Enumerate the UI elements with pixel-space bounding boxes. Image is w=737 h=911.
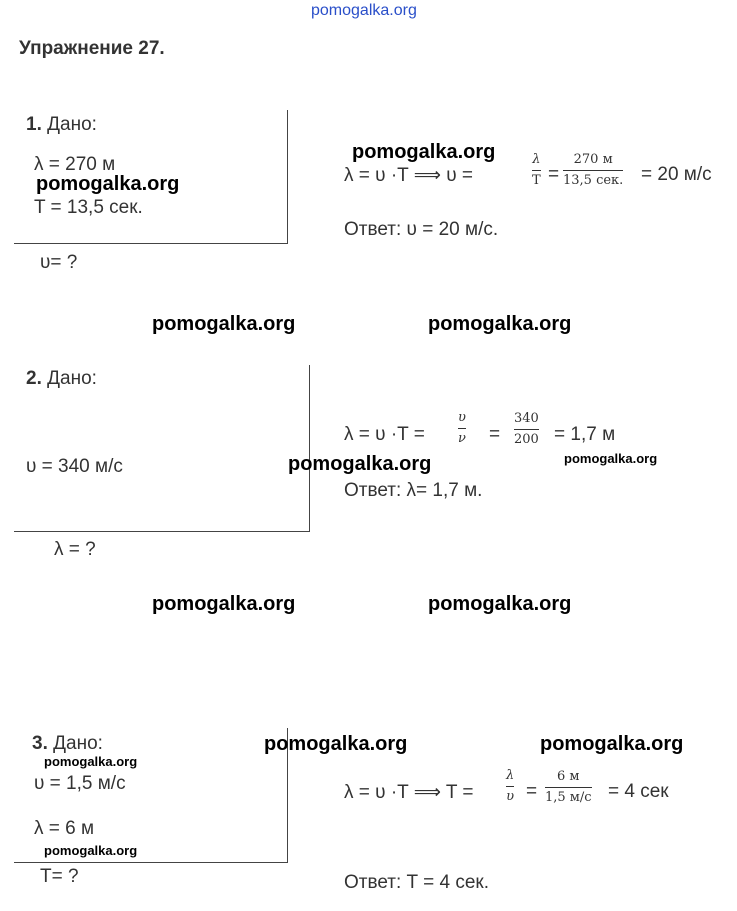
problem-1-number: 1. [26,114,42,135]
problem-2-fraction-1-numerator: υ [458,410,466,425]
problem-3-given-label: Дано: [53,733,103,754]
problem-1-fraction-1 [532,152,541,189]
problem-2-fraction-2-numerator: 340 [514,411,539,426]
problem-1-fraction-1-numerator: λ [532,152,541,167]
fraction-bar [532,170,541,171]
fraction-bar [506,786,514,787]
problem-3-fraction-2-denominator: 1,5 м/с [545,790,592,805]
problem-2-divider-vertical [309,365,310,532]
watermark: pomogalka.org [540,733,684,755]
problem-3-divider-horizontal [14,862,287,863]
problem-3-fraction-2-numerator: 6 м [557,769,580,784]
problem-1-given-period: T = 13,5 сек. [34,197,143,218]
problem-1-fraction-2-denominator: 13,5 сек. [563,173,624,188]
problem-3-fraction-1-numerator: λ [506,768,515,783]
watermark-top[interactable]: pomogalka.org [311,2,417,19]
problem-3-answer: Ответ: T = 4 сек. [344,872,489,893]
problem-2-equals: = [489,424,501,445]
problem-2-answer: Ответ: λ= 1,7 м. [344,480,483,501]
watermark: pomogalka.org [352,141,496,163]
watermark: pomogalka.org [36,173,180,195]
problem-3-formula: λ = υ ·T ⟹ T = [344,782,474,803]
problem-3-fraction-1 [506,768,514,805]
fraction-bar [545,787,592,788]
problem-2-fraction-1 [458,410,466,447]
problem-1-given-label: Дано: [47,114,97,135]
problem-1-equals: = [548,164,560,185]
problem-2-divider-horizontal [14,531,310,532]
watermark: pomogalka.org [152,313,296,335]
problem-3-fraction-1-denominator: υ [506,789,515,804]
watermark: pomogalka.org [428,593,572,615]
watermark: pomogalka.org [44,843,138,858]
problem-1-answer: Ответ: υ = 20 м/с. [344,219,499,240]
problem-3-equals: = [526,781,538,802]
problem-1-fraction-2-numerator: 270 м [573,152,613,167]
problem-3-result: = 4 сек [608,781,669,802]
fraction-bar [563,170,623,171]
problem-3-unknown: T= ? [40,866,79,887]
problem-2-given-speed: υ = 340 м/с [26,456,123,477]
problem-1-divider-vertical [287,110,288,244]
problem-2-fraction-2 [514,411,539,448]
problem-2-heading [26,368,97,390]
problem-1-heading [26,114,97,136]
watermark: pomogalka.org [288,453,432,475]
problem-2-result: = 1,7 м [554,424,616,445]
problem-1-unknown: υ= ? [40,252,78,273]
problem-3-number: 3. [32,733,48,754]
problem-1-fraction-1-denominator: T [532,173,541,188]
problem-1-given-lambda: λ = 270 м [34,154,116,175]
problem-1-divider-horizontal [14,243,287,244]
problem-2-formula: λ = υ ·T = [344,424,425,445]
problem-2-number: 2. [26,368,42,389]
problem-2-fraction-2-denominator: 200 [514,432,539,447]
problem-3-heading [32,733,103,755]
watermark: pomogalka.org [44,754,138,769]
fraction-bar [514,429,539,430]
fraction-bar [458,428,466,429]
problem-2-fraction-1-denominator: ν [458,431,466,446]
problem-1-formula: λ = υ ·T ⟹ υ = [344,165,473,186]
problem-3-given-lambda: λ = 6 м [34,818,95,839]
problem-3-fraction-2 [545,769,592,806]
watermark: pomogalka.org [264,733,408,755]
exercise-title: Упражнение 27. [19,38,165,59]
problem-2-unknown: λ = ? [54,539,96,560]
problem-1-result: = 20 м/с [641,164,712,185]
watermark: pomogalka.org [428,313,572,335]
problem-2-given-label: Дано: [47,368,97,389]
watermark: pomogalka.org [152,593,296,615]
problem-3-given-speed: υ = 1,5 м/с [34,773,126,794]
problem-1-fraction-2 [563,152,623,189]
watermark: pomogalka.org [564,451,658,466]
